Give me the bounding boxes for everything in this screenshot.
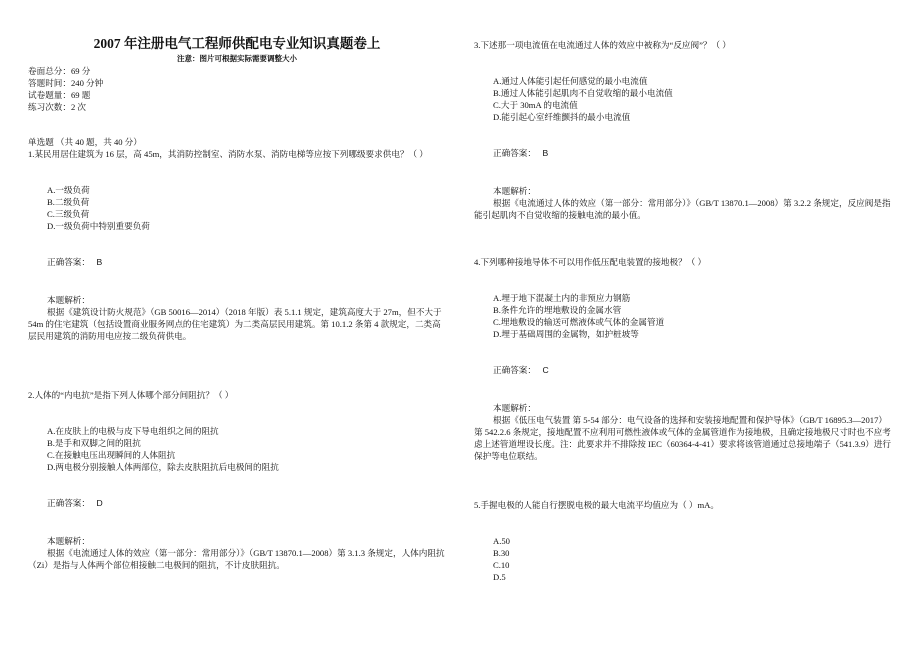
option-c: C.三级负荷 bbox=[47, 209, 90, 219]
meta-practice-count: 练习次数：2 次 bbox=[28, 102, 87, 112]
option-a: A.通过人体能引起任何感觉的最小电流值 bbox=[493, 76, 648, 86]
option-d: D.一级负荷中特别重要负荷 bbox=[47, 221, 150, 231]
answer-value: C bbox=[542, 365, 549, 375]
question-text: 1.某民用居住建筑为 16 层，高 45m，其消防控制室、消防水泵、消防电梯等应按下列哪级要求供电？（ ） bbox=[28, 149, 428, 159]
option-c: C.10 bbox=[493, 560, 510, 570]
analysis-label: 本题解析： bbox=[47, 536, 90, 546]
analysis-label: 本题解析： bbox=[493, 186, 536, 196]
meta-question-count: 试卷题量：69 题 bbox=[28, 90, 91, 100]
analysis-label: 本题解析： bbox=[493, 403, 536, 413]
option-list bbox=[474, 535, 894, 583]
option-a: A.在皮肤上的电极与皮下导电组织之间的阻抗 bbox=[47, 426, 219, 436]
analysis-label: 本题解析： bbox=[47, 295, 90, 305]
option-list bbox=[474, 75, 894, 123]
analysis-text: 根据《建筑设计防火规范》（GB 50016—2014）（2018 年版）表 5.1.1 规定，建筑高度大于 27m，但不大于 54m 的住宅建筑（包括设置商业服务网点的住宅建筑）为二类高层民用建筑。第 10.1.2 条第 4 款规定，二类高层民用建筑的消防用电应按二级负荷供电。 bbox=[28, 307, 442, 341]
option-list bbox=[474, 292, 894, 340]
option-a: A.埋于地下混凝土内的非预应力钢筋 bbox=[493, 293, 631, 303]
meta-duration: 答题时间：240 分钟 bbox=[28, 78, 104, 88]
question-text: 2.人体的“内电抗”是指下列人体哪个部分间阻抗？（ ） bbox=[28, 390, 234, 400]
question-text: 3.下述那一项电流值在电流通过人体的效应中被称为“反应阀”？（ ） bbox=[474, 40, 731, 50]
option-b: B.二级负荷 bbox=[47, 197, 90, 207]
question-1 bbox=[28, 148, 448, 342]
analysis-text: 根据《电流通过人体的效应（第一部分：常用部分）》（GB/T 13870.1—2008）第 3.1.3 条规定，人体内阻抗（Zi）是指与人体两个部位相接触二电极间的阻抗，不计皮肤阻抗。 bbox=[28, 548, 445, 570]
option-c: C.埋地敷设的输送可燃液体或气体的金属管道 bbox=[493, 317, 665, 327]
option-b: B.是手和双脚之间的阻抗 bbox=[47, 438, 141, 448]
answer-label: 正确答案： bbox=[47, 257, 90, 267]
correct-answer bbox=[474, 147, 894, 159]
option-c: C.在接触电压出现瞬间的人体阻抗 bbox=[47, 450, 176, 460]
answer-label: 正确答案： bbox=[493, 148, 536, 158]
option-d: D.5 bbox=[493, 572, 506, 582]
document-title: 2007 年注册电气工程师供配电专业知识真题卷上 bbox=[93, 36, 381, 51]
option-b: B.条件允许的埋地敷设的金属水管 bbox=[493, 305, 622, 315]
option-list bbox=[28, 184, 448, 232]
option-d: D.能引起心室纤维颤抖的最小电流值 bbox=[493, 112, 631, 122]
question-text: 5.手握电极的人能自行摆脱电极的最大电流平均值应为（ ）mA。 bbox=[474, 500, 719, 510]
question-4 bbox=[474, 256, 894, 462]
option-d: D.两电极分别接触人体两部位，除去皮肤阻抗后电极间的阻抗 bbox=[47, 462, 279, 472]
question-5 bbox=[474, 499, 894, 583]
answer-label: 正确答案： bbox=[493, 365, 536, 375]
answer-value: D bbox=[96, 498, 103, 508]
option-d: D.埋于基础周围的金属物，如护桩坡等 bbox=[493, 329, 639, 339]
correct-answer bbox=[28, 497, 448, 509]
option-a: A.50 bbox=[493, 536, 510, 546]
answer-value: B bbox=[542, 148, 549, 158]
document-note: 注意：图片可根据实际需要调整大小 bbox=[177, 54, 297, 63]
option-c: C.大于 30mA 的电流值 bbox=[493, 100, 578, 110]
question-3 bbox=[474, 39, 894, 221]
option-a: A.一级负荷 bbox=[47, 185, 90, 195]
exam-meta bbox=[28, 65, 103, 113]
option-list bbox=[28, 425, 448, 473]
option-b: B.通过人体能引起肌肉不自觉收缩的最小电流值 bbox=[493, 88, 673, 98]
analysis-text: 根据《电流通过人体的效应（第一部分：常用部分）》（GB/T 13870.1—2008）第 3.2.2 条规定，反应阀是指能引起肌肉不自觉收缩的接触电流的最小值。 bbox=[474, 198, 891, 220]
meta-total-score: 卷面总分：69 分 bbox=[28, 66, 91, 76]
correct-answer bbox=[28, 256, 448, 268]
answer-label: 正确答案： bbox=[47, 498, 90, 508]
question-2 bbox=[28, 389, 448, 571]
section-heading: 单选题 （共 40 题，共 40 分） bbox=[28, 137, 142, 147]
analysis-text: 根据《低压电气装置 第 5-54 部分：电气设备的选择和安装接地配置和保护导体》（GB/T 16895.3—2017）第 542.2.6 条规定，接地配置不应利用可燃性液体或气体的金属管道作为接地极，且确定接地极尺寸时也不应考虑上述管道埋设长度。注：此要求并不排除按 IEC（60364-4-41）要求将该管道通过总接地端子（541.3.9）进行保护等电位联结。 bbox=[474, 415, 892, 461]
answer-value: B bbox=[96, 257, 103, 267]
correct-answer bbox=[474, 364, 894, 376]
option-b: B.30 bbox=[493, 548, 510, 558]
question-text: 4.下列哪种接地导体不可以用作低压配电装置的接地极？（ ） bbox=[474, 257, 707, 267]
